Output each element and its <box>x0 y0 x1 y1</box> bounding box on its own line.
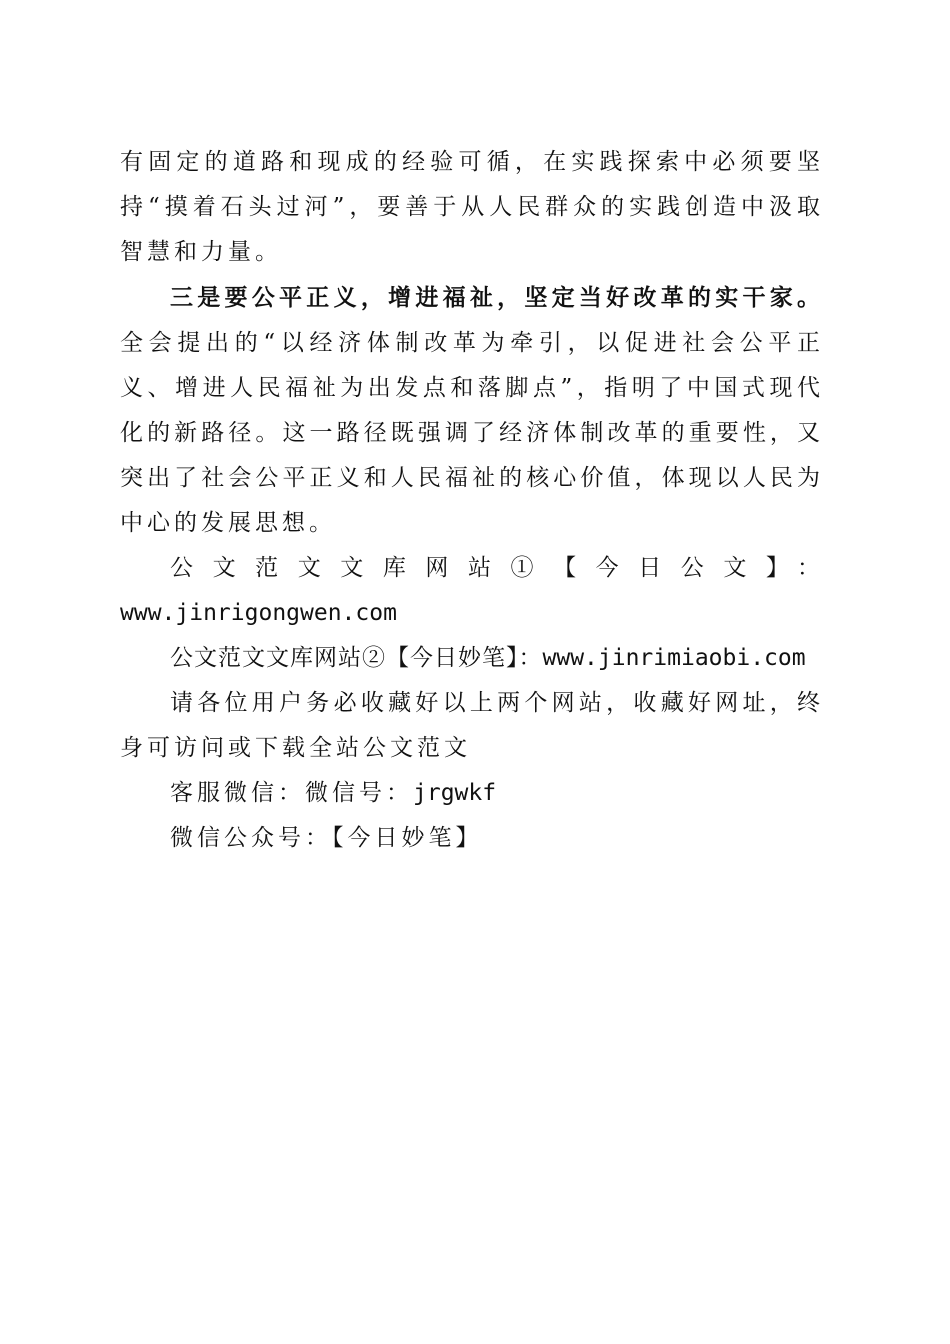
notice-text: 请各位用户务必收藏好以上两个网站，收藏好网址，终身可访问或下载全站公文范文 <box>120 690 824 761</box>
site-one-url-line <box>120 591 824 636</box>
site-two-label: 公文范文文库网站②【今日妙笔】： <box>170 645 543 671</box>
customer-service-label: 客服微信：微信号： <box>170 780 413 806</box>
site-one-label: 公文范文文库网站①【今日公文】： <box>170 555 824 581</box>
customer-service-id: jrgwkf <box>413 780 497 806</box>
site-two-line <box>120 636 824 681</box>
paragraph-continuation <box>120 140 824 275</box>
site-one-url: www.jinrigongwen.com <box>120 600 397 626</box>
paragraph-point-three <box>120 275 824 546</box>
wechat-account-label: 微信公众号： <box>170 825 332 851</box>
wechat-account-name: 【今日妙笔】 <box>332 825 483 851</box>
document-body <box>120 140 824 861</box>
wechat-account-line <box>120 816 824 861</box>
paragraph-text: 有固定的道路和现成的经验可循，在实践探索中必须要坚持“摸着石头过河”，要善于从人民群众的实践创造中汲取智慧和力量。 <box>120 149 824 265</box>
paragraph-text: 全会提出的“以经济体制改革为牵引，以促进社会公平正义、增进人民福祉为出发点和落脚点”，指明了中国式现代化的新路径。这一路径既强调了经济体制改革的重要性，又突出了社会公平正义和人民福祉的核心价值，体现以人民为中心的发展思想。 <box>120 330 824 536</box>
site-two-url: www.jinrimiaobi.com <box>542 645 806 671</box>
site-one-line <box>120 546 824 591</box>
notice-paragraph <box>120 681 824 771</box>
customer-service-line <box>120 771 824 816</box>
paragraph-heading: 三是要公平正义，增进福祉，坚定当好改革的实干家。 <box>170 284 824 311</box>
